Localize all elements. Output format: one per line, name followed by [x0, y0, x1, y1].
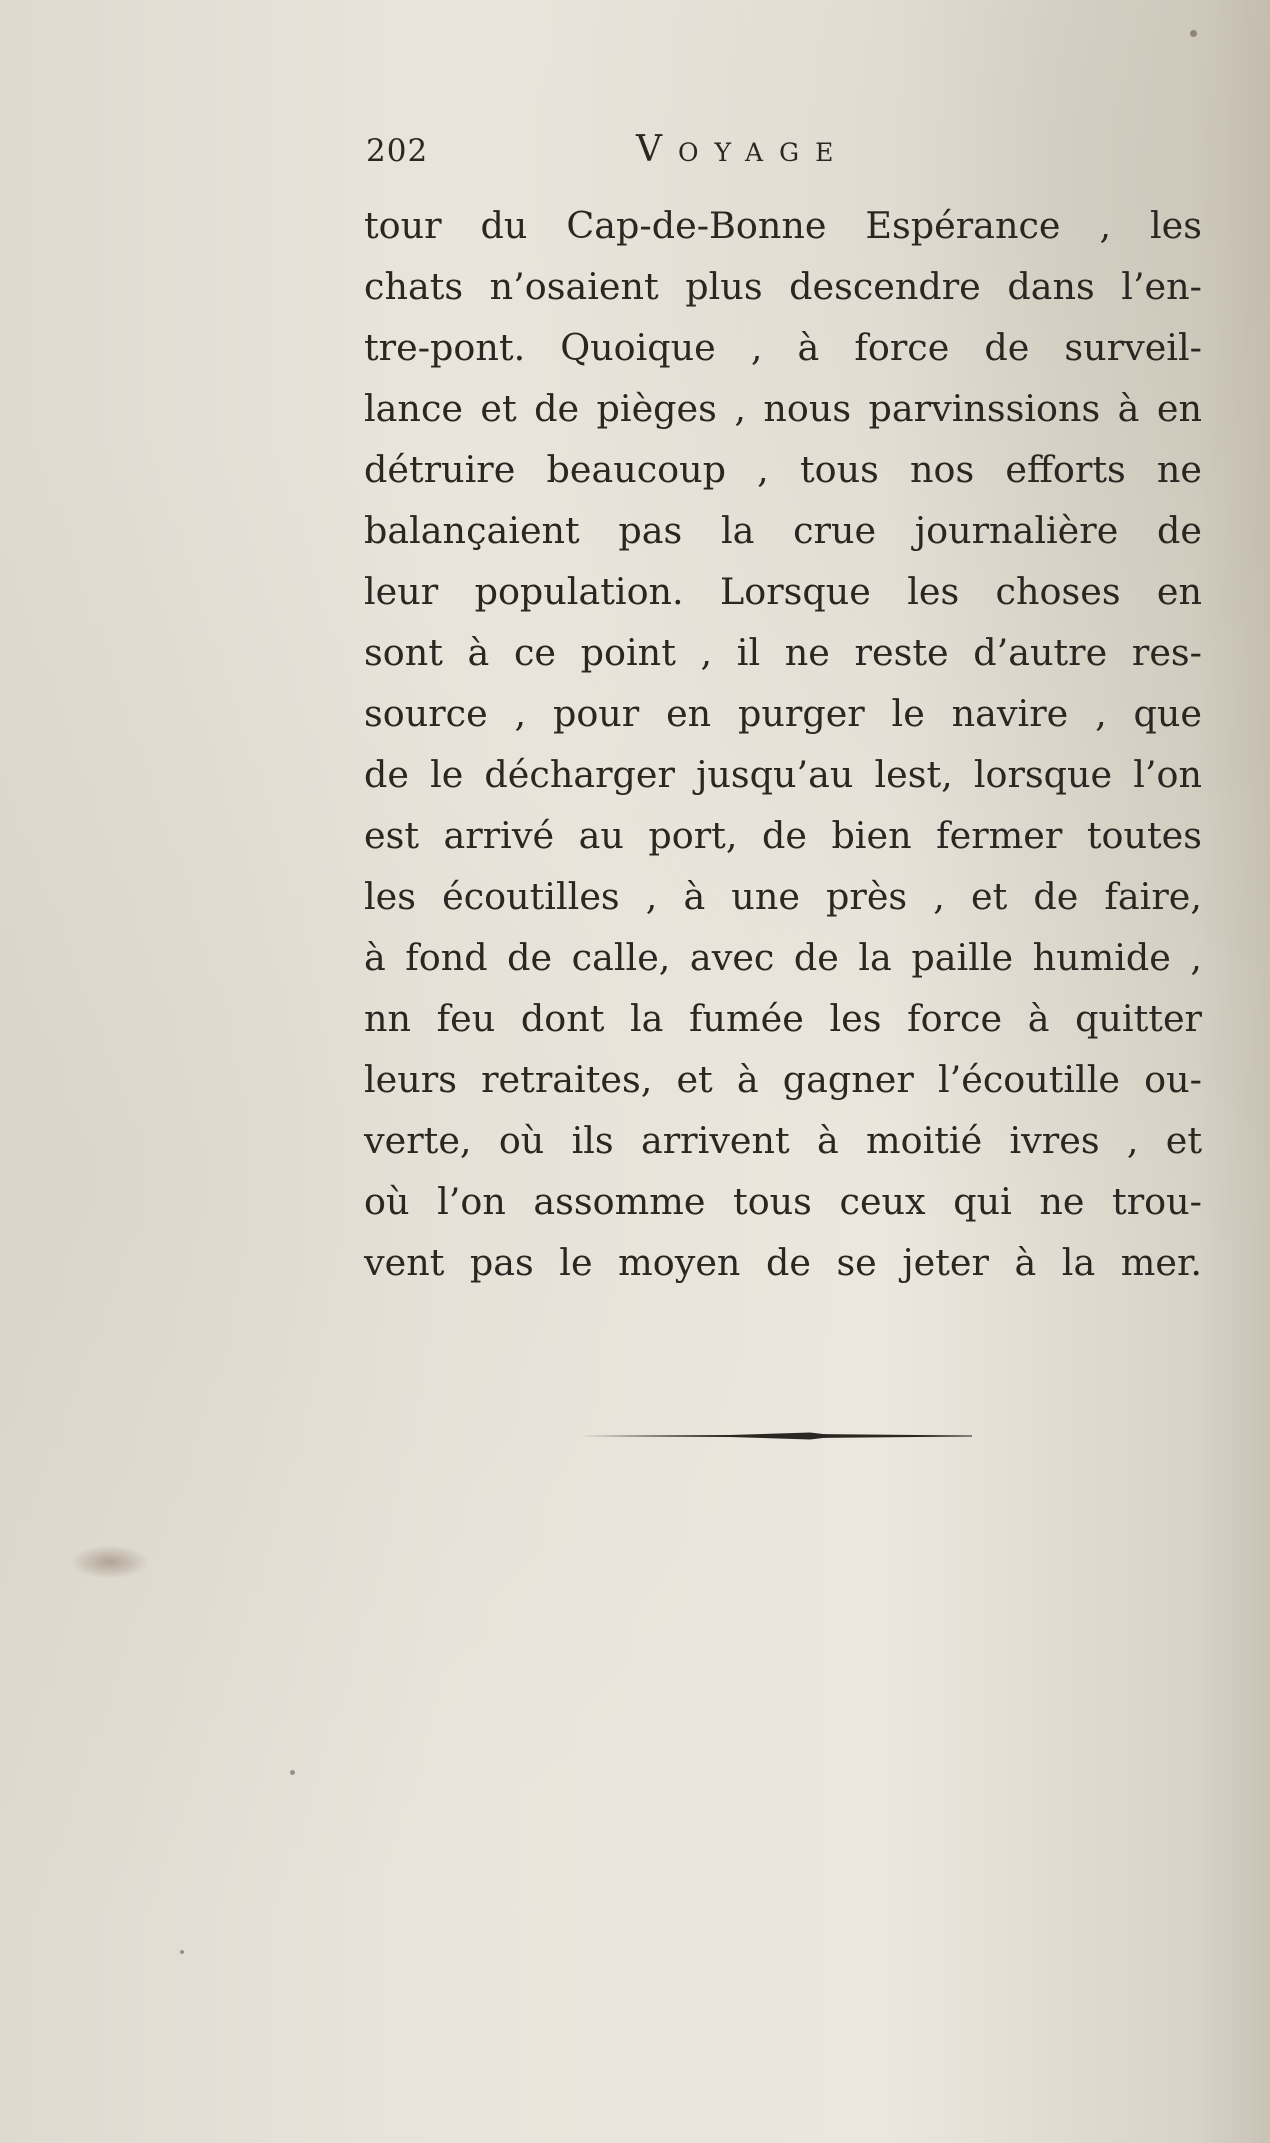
text-line: de le décharger jusqu’au lest, lorsque l’on [364, 753, 1202, 796]
text-line: sont à ce point , il ne reste d’autre res- [364, 631, 1202, 674]
text-line: tre-pont. Quoique , à force de surveil- [364, 326, 1202, 369]
paper-speck [1190, 30, 1197, 37]
text-line: tour du Cap-de-Bonne Espérance , les [364, 204, 1202, 247]
text-line: nn feu dont la fumée les force à quitter [364, 997, 1202, 1040]
text-line: est arrivé au port, de bien fermer toutes [364, 814, 1202, 857]
text-line: à fond de calle, avec de la paille humide , [364, 936, 1202, 979]
text-line: vent pas le moyen de se jeter à la mer. [364, 1241, 1202, 1284]
page-number: 202 [366, 133, 429, 169]
paper-speck [180, 1950, 184, 1954]
paper-speck [290, 1770, 295, 1775]
text-line: détruire beaucoup , tous nos efforts ne [364, 448, 1202, 491]
text-line: leur population. Lorsque les choses en [364, 570, 1202, 613]
text-line: chats n’osaient plus descendre dans l’en- [364, 265, 1202, 308]
text-line: lance et de pièges , nous parvinssions à en [364, 387, 1202, 430]
body-text [364, 195, 1202, 1293]
text-line: verte, où ils arrivent à moitié ivres , et [364, 1119, 1202, 1162]
paper-stain [70, 1545, 150, 1579]
text-line: leurs retraites, et à gagner l’écoutille ou- [364, 1058, 1202, 1101]
page-header [366, 129, 1126, 173]
text-line: balançaient pas la crue journalière de [364, 509, 1202, 552]
section-end-rule [580, 1432, 972, 1440]
text-line: les écoutilles , à une près , et de faire, [364, 875, 1202, 918]
running-head: Voyage [636, 129, 850, 170]
text-line: où l’on assomme tous ceux qui ne trou- [364, 1180, 1202, 1223]
text-line: source , pour en purger le navire , que [364, 692, 1202, 735]
